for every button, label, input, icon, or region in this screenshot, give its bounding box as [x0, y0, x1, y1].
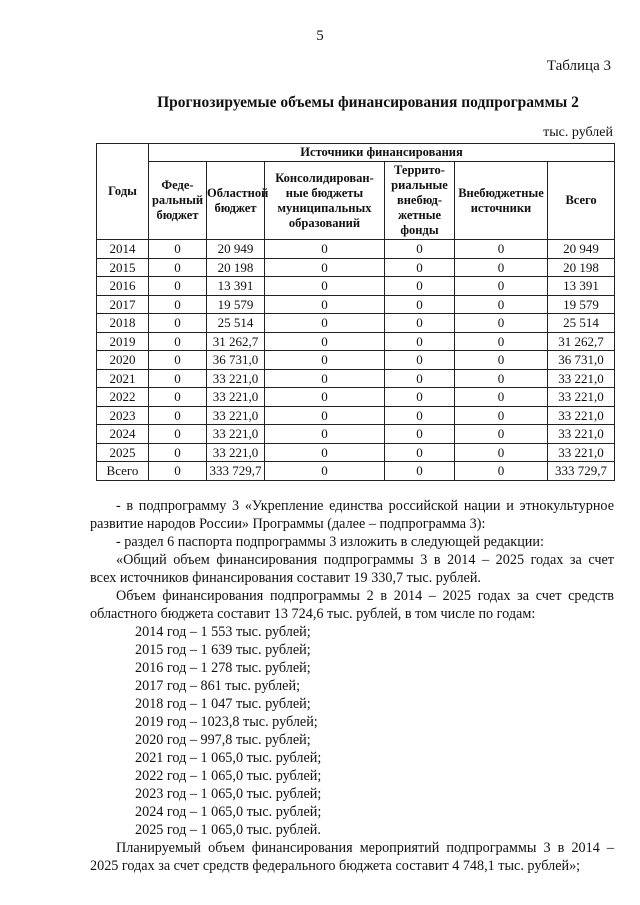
- value-cell: 0: [149, 462, 207, 481]
- value-cell: 33 221,0: [548, 388, 615, 407]
- value-cell: 0: [385, 462, 455, 481]
- table-row: [97, 406, 615, 425]
- year-cell: 2015: [97, 258, 149, 277]
- table-row: [97, 425, 615, 444]
- value-cell: 19 579: [548, 295, 615, 314]
- value-cell: 0: [385, 295, 455, 314]
- year-cell: 2021: [97, 369, 149, 388]
- table-row: [97, 462, 615, 481]
- value-cell: 0: [455, 240, 548, 259]
- paragraph-total-volume: «Общий объем финансирования подпрограммы 3 в 2014 – 2025 годах за счет: [116, 552, 614, 568]
- table-title: Прогнозируемые объемы финансирования подпрограммы 2: [157, 94, 579, 111]
- year-amount-line: 2022 год – 1 065,0 тыс. рублей;: [135, 768, 322, 784]
- value-cell: 33 221,0: [207, 425, 265, 444]
- year-cell: 2022: [97, 388, 149, 407]
- year-amount-line: 2025 год – 1 065,0 тыс. рублей.: [135, 822, 321, 838]
- value-cell: 20 198: [548, 258, 615, 277]
- value-cell: 0: [455, 295, 548, 314]
- value-cell: 0: [149, 443, 207, 462]
- value-cell: 33 221,0: [548, 443, 615, 462]
- value-cell: 36 731,0: [207, 351, 265, 370]
- value-cell: 0: [455, 462, 548, 481]
- value-cell: 20 949: [548, 240, 615, 259]
- year-amount-line: 2024 год – 1 065,0 тыс. рублей;: [135, 804, 322, 820]
- value-cell: 0: [265, 388, 385, 407]
- value-cell: 36 731,0: [548, 351, 615, 370]
- value-cell: 0: [149, 277, 207, 296]
- value-cell: 0: [385, 332, 455, 351]
- value-cell: 33 221,0: [548, 406, 615, 425]
- header-municipal-budgets: Консолидирован-ные бюджеты муниципальных образований: [265, 162, 385, 240]
- year-cell: 2019: [97, 332, 149, 351]
- value-cell: 0: [385, 406, 455, 425]
- value-cell: 31 262,7: [548, 332, 615, 351]
- year-amount-line: 2020 год – 997,8 тыс. рублей;: [135, 732, 311, 748]
- year-amount-line: 2023 год – 1 065,0 тыс. рублей;: [135, 786, 322, 802]
- body-text: [90, 497, 614, 875]
- value-cell: 333 729,7: [548, 462, 615, 481]
- value-cell: 0: [385, 369, 455, 388]
- year-amount-line: 2021 год – 1 065,0 тыс. рублей;: [135, 750, 322, 766]
- value-cell: 0: [265, 314, 385, 333]
- year-cell: Всего: [97, 462, 149, 481]
- year-amount-line: 2014 год – 1 553 тыс. рублей;: [135, 624, 311, 640]
- table-row: [97, 388, 615, 407]
- value-cell: 33 221,0: [207, 369, 265, 388]
- value-cell: 0: [149, 406, 207, 425]
- value-cell: 33 221,0: [548, 425, 615, 444]
- value-cell: 0: [265, 425, 385, 444]
- value-cell: 0: [385, 443, 455, 462]
- year-cell: 2016: [97, 277, 149, 296]
- header-funding-sources: Источники финансирования: [149, 144, 615, 162]
- paragraph-federal-volume-cont: 2025 годах за счет средств федерального бюджета составит 4 748,1 тыс. рублей»;: [90, 858, 581, 874]
- page-number: 5: [316, 28, 324, 44]
- value-cell: 13 391: [548, 277, 615, 296]
- value-cell: 0: [265, 406, 385, 425]
- value-cell: 25 514: [548, 314, 615, 333]
- paragraph-subprogram-3: - в подпрограмму 3 «Укрепление единства российской нации и этнокультурное: [116, 498, 614, 514]
- value-cell: 0: [455, 258, 548, 277]
- table-row: [97, 295, 615, 314]
- table-row: [97, 369, 615, 388]
- value-cell: 13 391: [207, 277, 265, 296]
- yearly-amounts-list: [90, 623, 614, 839]
- header-total: Всего: [548, 162, 615, 240]
- financing-table: [96, 143, 615, 481]
- value-cell: 0: [385, 425, 455, 444]
- value-cell: 0: [455, 443, 548, 462]
- table-row: [97, 443, 615, 462]
- paragraph-regional-volume-cont: областного бюджета составит 13 724,6 тыс. рублей, в том числе по годам:: [90, 606, 536, 622]
- units-label: тыс. рублей: [543, 125, 613, 140]
- value-cell: 33 221,0: [207, 443, 265, 462]
- value-cell: 20 949: [207, 240, 265, 259]
- value-cell: 0: [385, 258, 455, 277]
- value-cell: 33 221,0: [207, 388, 265, 407]
- value-cell: 0: [265, 277, 385, 296]
- value-cell: 0: [265, 369, 385, 388]
- paragraph-section-6: - раздел 6 паспорта подпрограммы 3 изложить в следующей редакции:: [116, 534, 544, 550]
- value-cell: 0: [149, 314, 207, 333]
- year-cell: 2017: [97, 295, 149, 314]
- value-cell: 0: [455, 351, 548, 370]
- year-cell: 2020: [97, 351, 149, 370]
- value-cell: 0: [149, 388, 207, 407]
- value-cell: 31 262,7: [207, 332, 265, 351]
- header-years: Годы: [97, 144, 149, 240]
- header-extrabudgetary-sources: Внебюджетные источники: [455, 162, 548, 240]
- value-cell: 20 198: [207, 258, 265, 277]
- header-regional-budget: Областной бюджет: [207, 162, 265, 240]
- value-cell: 0: [149, 295, 207, 314]
- value-cell: 33 221,0: [207, 406, 265, 425]
- value-cell: 0: [149, 332, 207, 351]
- year-amount-line: 2015 год – 1 639 тыс. рублей;: [135, 642, 311, 658]
- value-cell: 25 514: [207, 314, 265, 333]
- year-cell: 2023: [97, 406, 149, 425]
- value-cell: 0: [455, 425, 548, 444]
- value-cell: 0: [455, 369, 548, 388]
- value-cell: 0: [265, 443, 385, 462]
- year-amount-line: 2017 год – 861 тыс. рублей;: [135, 678, 301, 694]
- value-cell: 0: [385, 388, 455, 407]
- value-cell: 0: [385, 351, 455, 370]
- value-cell: 0: [385, 277, 455, 296]
- year-cell: 2025: [97, 443, 149, 462]
- value-cell: 33 221,0: [548, 369, 615, 388]
- value-cell: 0: [265, 462, 385, 481]
- value-cell: 0: [265, 295, 385, 314]
- table-row: [97, 277, 615, 296]
- value-cell: 0: [265, 332, 385, 351]
- value-cell: 0: [455, 314, 548, 333]
- value-cell: 0: [385, 240, 455, 259]
- value-cell: 19 579: [207, 295, 265, 314]
- table-label: Таблица 3: [546, 58, 611, 74]
- value-cell: 0: [149, 369, 207, 388]
- value-cell: 0: [385, 314, 455, 333]
- value-cell: 0: [265, 240, 385, 259]
- value-cell: 0: [455, 388, 548, 407]
- value-cell: 0: [265, 258, 385, 277]
- year-amount-line: 2016 год – 1 278 тыс. рублей;: [135, 660, 311, 676]
- year-amount-line: 2019 год – 1023,8 тыс. рублей;: [135, 714, 318, 730]
- table-row: [97, 240, 615, 259]
- table-row: [97, 258, 615, 277]
- table-row: [97, 351, 615, 370]
- value-cell: 333 729,7: [207, 462, 265, 481]
- paragraph-total-volume-cont: всех источников финансирования составит 19 330,7 тыс. рублей.: [90, 570, 481, 586]
- value-cell: 0: [149, 351, 207, 370]
- value-cell: 0: [265, 351, 385, 370]
- value-cell: 0: [455, 277, 548, 296]
- paragraph-federal-volume: Планируемый объем финансирования мероприятий подпрограммы 3 в 2014 –: [116, 840, 614, 856]
- value-cell: 0: [455, 332, 548, 351]
- header-territorial-funds: Террито-риальные внебюд-жетные фонды: [385, 162, 455, 240]
- table-row: [97, 332, 615, 351]
- year-cell: 2014: [97, 240, 149, 259]
- year-cell: 2024: [97, 425, 149, 444]
- paragraph-subprogram-3-cont: развитие народов России» Программы (далее – подпрограмма 3):: [90, 516, 486, 532]
- header-federal-budget: Феде-ральный бюджет: [149, 162, 207, 240]
- year-cell: 2018: [97, 314, 149, 333]
- value-cell: 0: [455, 406, 548, 425]
- year-amount-line: 2018 год – 1 047 тыс. рублей;: [135, 696, 311, 712]
- value-cell: 0: [149, 240, 207, 259]
- value-cell: 0: [149, 425, 207, 444]
- paragraph-regional-volume: Объем финансирования подпрограммы 2 в 2014 – 2025 годах за счет средств: [116, 588, 614, 604]
- table-row: [97, 314, 615, 333]
- value-cell: 0: [149, 258, 207, 277]
